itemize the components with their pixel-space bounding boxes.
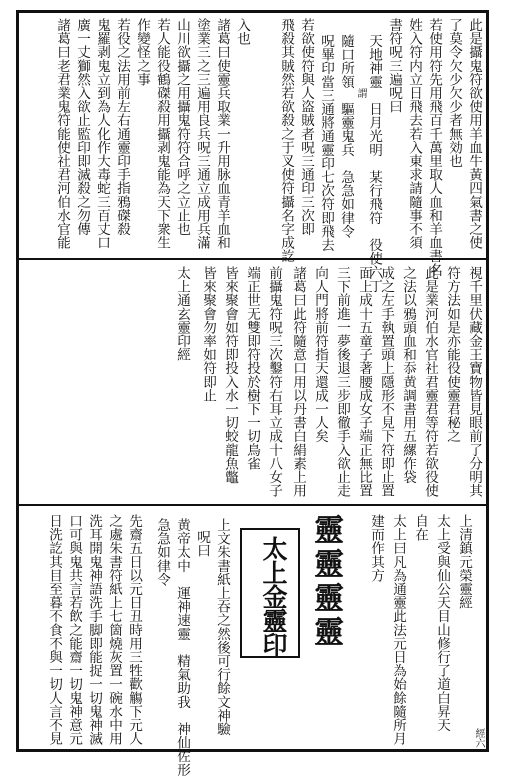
text-column: 皆來聚會如符即投入水一切蛟龍魚鼈 [222,266,238,484]
text-column: 若欲使符與人盗賊者呪三通印三次即 [298,18,314,236]
text-column: 此是攝鬼符欲使用羊血牛黃四氣書之使 [466,18,482,250]
seal-glyph: 靈 [259,608,288,633]
text-column: 塗業三之三遍用良兵呪三通立成用兵滿 [194,18,210,250]
seal-glyph: 上 [259,560,288,585]
text-column: 了莫令欠少欠少者無効也 [446,18,462,168]
text-column: 諸葛曰此符隨意口用以丹書白絹素上用 [290,266,306,498]
text-column: 飛殺其賊然若欲殺之于叉使符攝名字成訖 [278,18,294,263]
text-column: 若使用符先用飛百千萬里取人血和羊血書名 [426,18,442,277]
talisman-glyph: 靈 [308,548,343,578]
text-column: 上清鎮元榮靈經 [456,514,472,610]
text-column: 日洗訖其目至暮不食不與一切人言不見 [46,514,62,746]
text-column: 入也 [234,18,250,46]
text-column: 先齋五日以元日丑時用三牲歡觴下元人 [126,514,142,746]
text-column: 書符呪三遍呪曰 [386,18,402,114]
text-column: 前攝鬼符呪三次鑿符右耳立成十八女子 [266,266,282,498]
text-column: 向人門將前符指天還成一人矣 [312,266,328,443]
talisman-glyph: 靈 [308,582,343,612]
text-column: 端正世无雙即符投於樹下一切鳥雀 [244,266,260,470]
seal-glyph: 太 [259,536,288,561]
text-column: 此是業河伯水官社君靈君等符若欲役使 [422,266,438,498]
text-column: 太上通玄靈印經 [174,266,190,362]
seal-glyph: 印 [259,632,288,657]
text-column: 太上受與仙公天目山修行了道白昇天 [434,514,450,732]
text-column: 之處朱書符紙上七箇燒灰置一碗水中用 [106,514,122,746]
text-column: 黄帝太中 運神速靈 精氣助我 神仙佐形 [174,518,190,776]
section-divider-top [16,258,489,260]
text-column: 隨口所領 驅靈鬼兵 急急如律令 [338,34,354,238]
text-column: 皆來聚會勿率如符即止 [200,266,216,402]
text-column: 若人能役鶴磔殺用攝剥鬼能為天下衆生 [154,18,170,250]
text-column: 呪畢印當三通將通靈印七次符即飛去 [318,34,334,252]
text-column: 山川欲攝之用攝鬼符符合呼之立止也 [174,18,190,236]
text-column: 姓入符内立日飛去若入東求請隨事不須 [406,18,422,250]
text-column: 諸葛曰老君業鬼符能使社君河伯水官能 [54,18,70,250]
text-column: 洗耳開鬼神語洗手脚即能捉一切鬼神滅 [86,514,102,746]
text-column: 天地神靈 日月光明 某行飛符 役使六丁 [366,34,382,293]
text-column: 自在 [412,514,428,542]
page-label: 經六 [473,728,484,748]
text-column: 太上曰凡為通靈此法元日為始餘隨所月 [390,514,406,746]
text-column: 符方法如是亦能役使靈君秘之 [444,266,460,443]
text-column: 之法以鴉頭血和忝黄調書用五縲作袋 [400,266,416,484]
text-column: 成之左手執置頭上隱形不見下符即止置 [378,266,394,498]
section-divider-bottom [16,504,489,506]
text-column: 若役之法用前左右通靈印手指鴉磔殺 [114,18,130,236]
text-column: 呪曰 [194,530,210,558]
seal-glyph: 金 [259,584,288,609]
text-column: 三下前進一夢後退三步即徹手入欲止走 [334,266,350,498]
text-column: 諸葛曰使靈兵取業一升用脉血青羊血和 [214,18,230,250]
text-column: 急急如律令 [154,518,170,586]
text-column: 鬼羅剥鬼立到為人化作大毒蛇三百丈口 [94,18,110,250]
text-column: 口可與鬼共言若飲之能齋一切鬼神意元 [66,514,82,746]
text-column: 視千里伏藏金王寶物皆見眼前了分明其 [466,266,482,498]
text-column: 面上成十五童子著腰成女子端正無比置 [356,266,372,498]
talisman-glyph: 靈 [308,514,343,544]
text-column: 廣一丈獅然入欲止監印即滅殺之勿傳 [74,18,90,236]
text-column: 作變怪之事 [134,18,150,86]
talisman-glyph: 靈 [308,616,343,646]
marginal-annotation: 謂 [355,88,366,98]
text-column: 上文朱書紙上吞之然後可行餘文神驗 [214,518,230,736]
text-column: 建而作其方 [368,514,384,582]
